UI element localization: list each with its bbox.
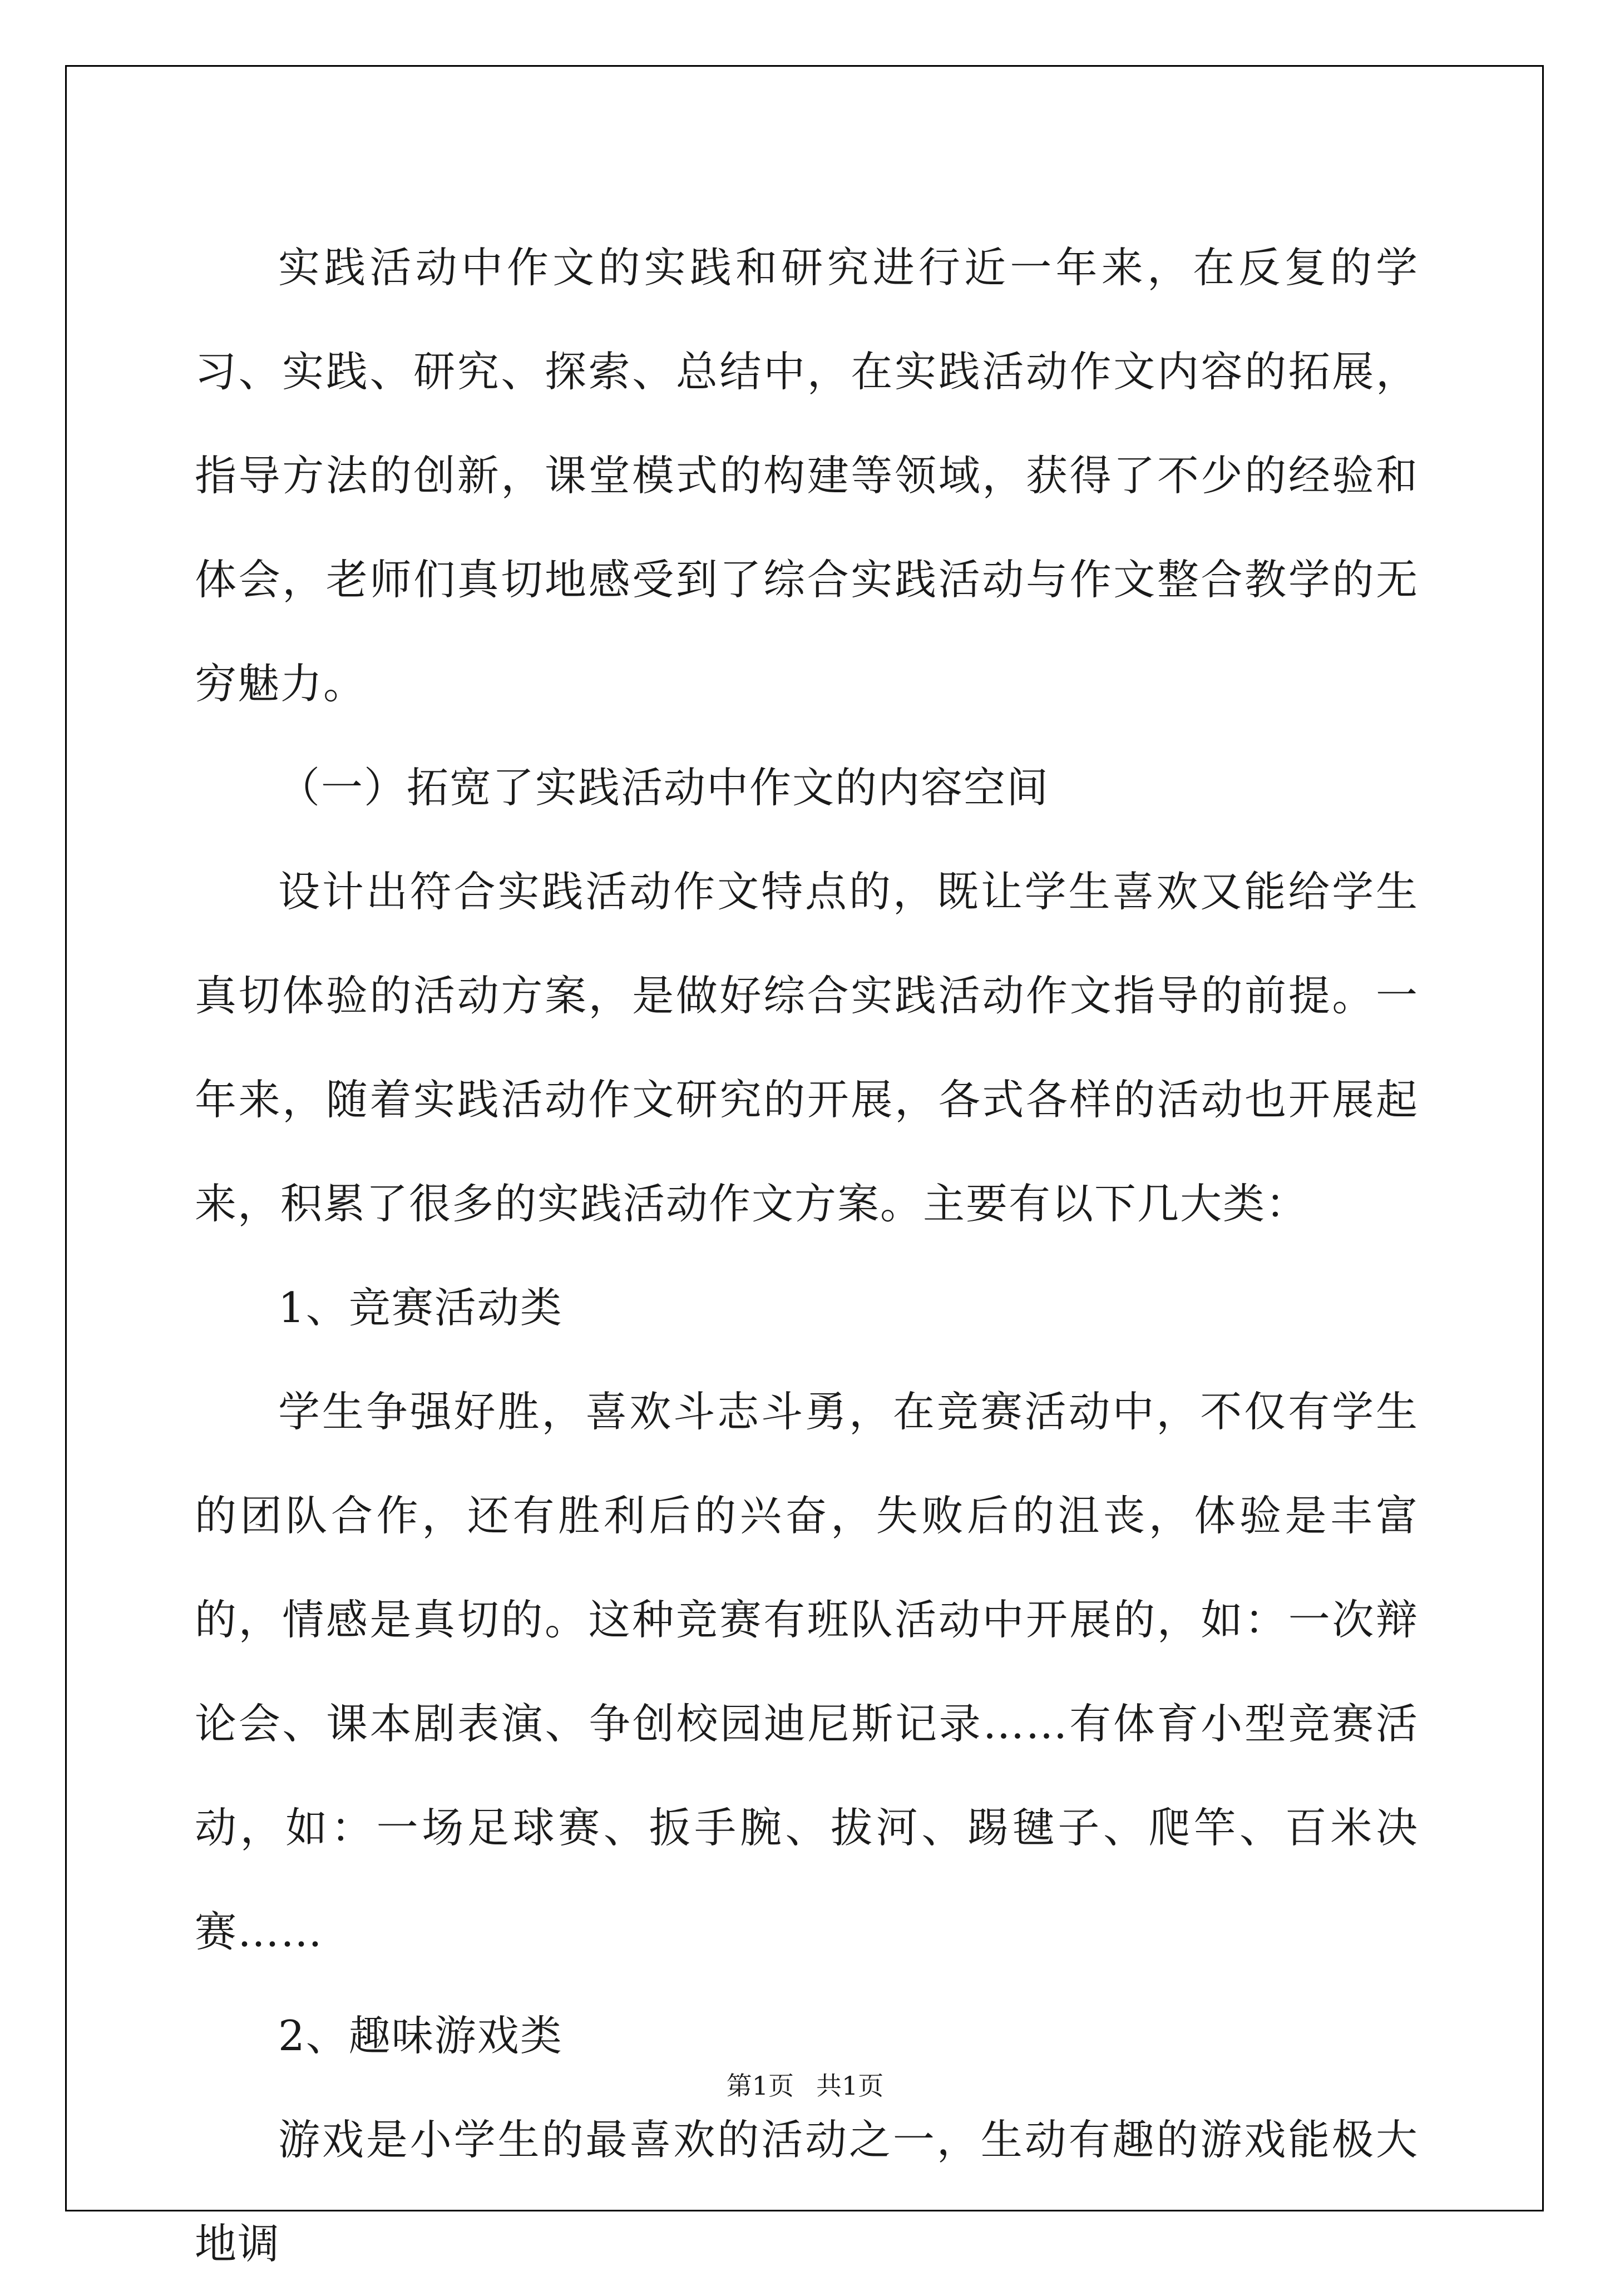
paragraph-intro: 实践活动中作文的实践和研究进行近一年来，在反复的学习、实践、研究、探索、总结中，在实践活动作文内容的拓展，指导方法的创新，课堂模式的构建等领域，获得了不少的经验和体会，老师们真切地感受到了综合实践活动与作文整合教学的无穷魅力。 [195, 243, 1419, 708]
paragraph-competition: 学生争强好胜，喜欢斗志斗勇，在竞赛活动中，不仅有学生的团队合作，还有胜利后的兴奋，失败后的沮丧，体验是丰富的，情感是真切的。这种竞赛有班队活动中开展的，如：一次辩论会、课本剧表演、争创校园迪尼斯记录……有体育小型竞赛活动，如：一场足球赛、扳手腕、拔河、踢毽子、爬竿、百米决赛…… [195, 1387, 1419, 1956]
subheading-competition: 1、竞赛活动类 [278, 1283, 563, 1332]
paragraph-games: 游戏是小学生的最喜欢的活动之一，生动有趣的游戏能极大地调 [195, 2115, 1419, 2268]
document-body [195, 216, 1419, 2296]
page-total: 共1页 [816, 2071, 884, 2101]
section-heading: （一）拓宽了实践活动中作文的内容空间 [278, 763, 1050, 812]
page-number: 第1页 [726, 2071, 794, 2101]
page-footer [0, 2069, 1610, 2102]
paragraph-design: 设计出符合实践活动作文特点的，既让学生喜欢又能给学生真切体验的活动方案，是做好综合实践活动作文指导的前提。一年来，随着实践活动作文研究的开展，各式各样的活动也开展起来，积累了很多的实践活动作文方案。主要有以下几大类： [195, 867, 1419, 1228]
subheading-games: 2、趣味游戏类 [278, 2011, 563, 2060]
